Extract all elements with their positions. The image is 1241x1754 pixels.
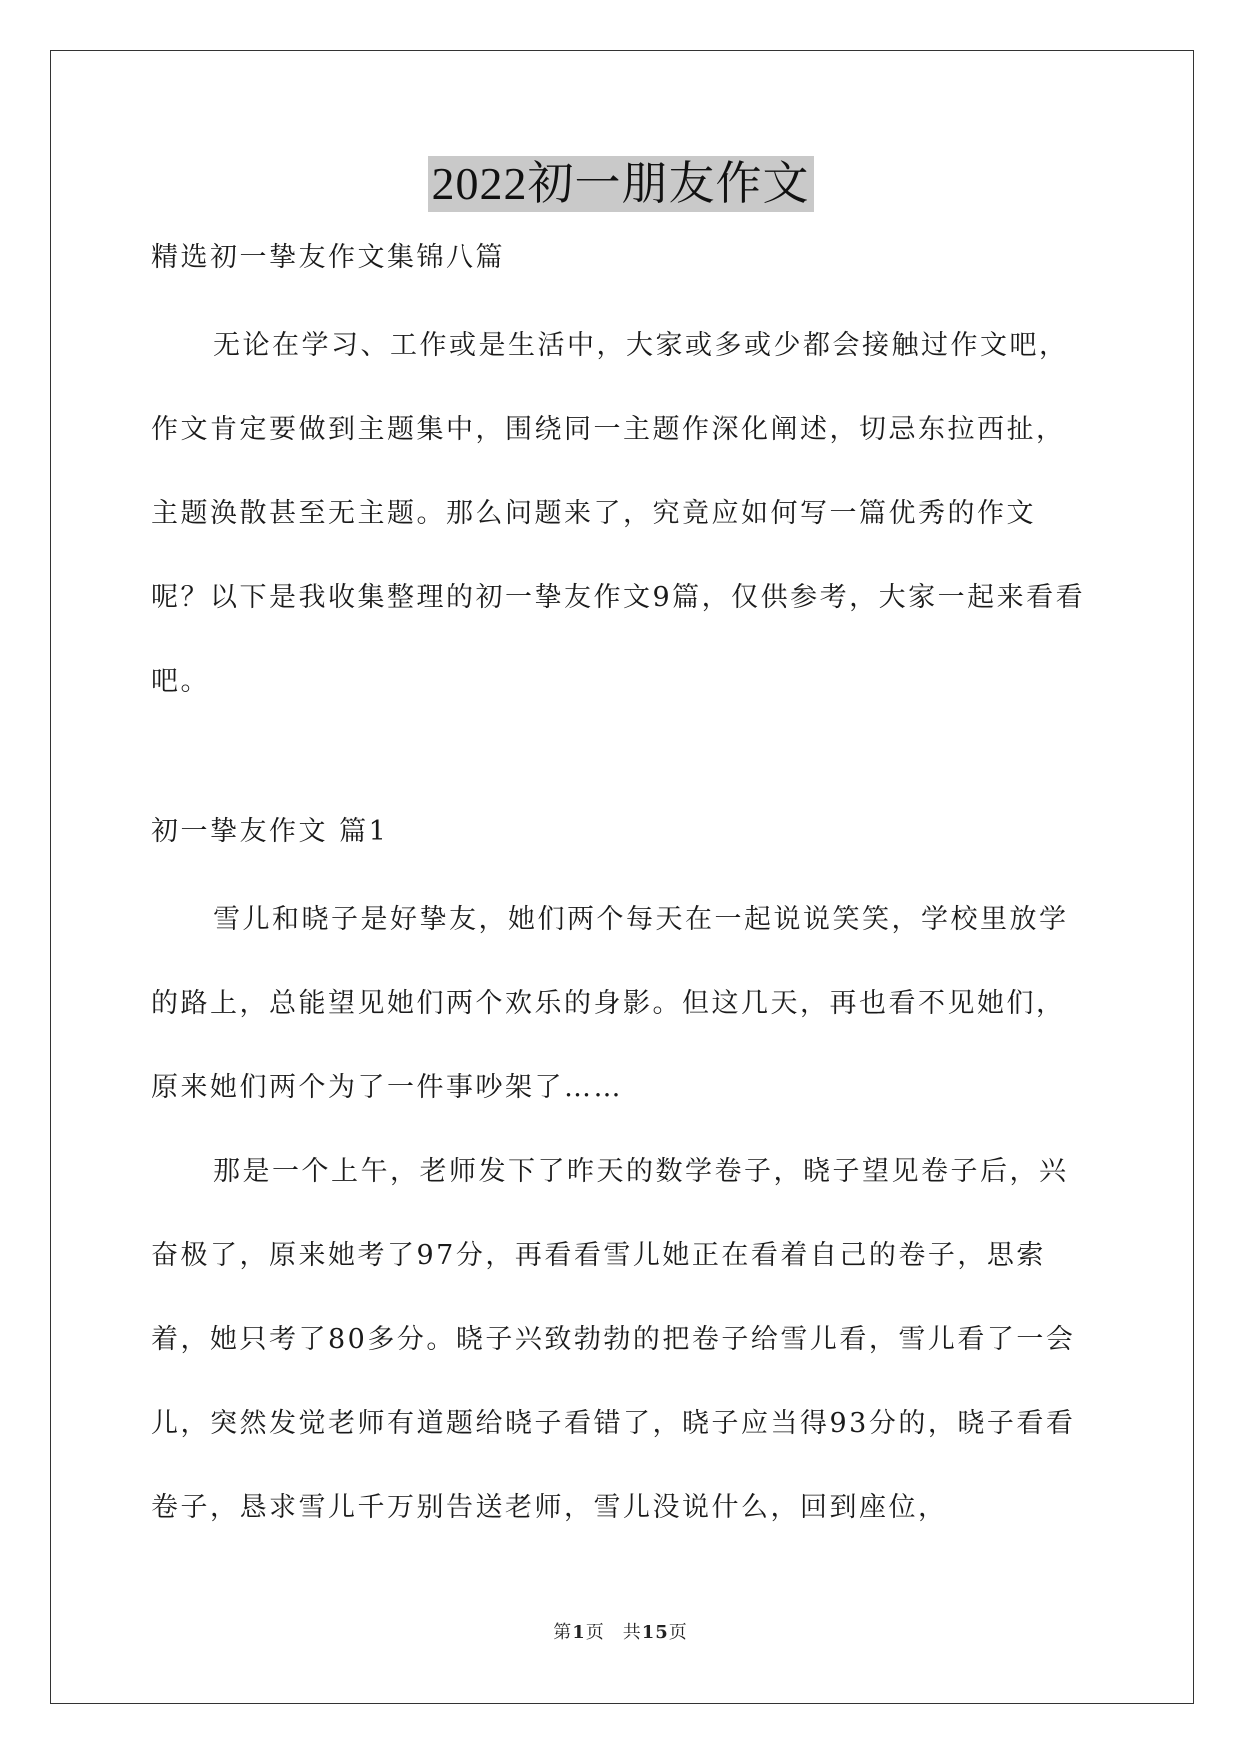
document-title: 2022初一朋友作文 bbox=[428, 156, 814, 212]
current-page-number: 1 bbox=[572, 1622, 586, 1643]
total-suffix: 页 bbox=[668, 1622, 688, 1643]
total-page-number: 15 bbox=[641, 1622, 669, 1643]
title-container bbox=[0, 156, 1241, 212]
document-body bbox=[151, 236, 1091, 1550]
intro-paragraph: 无论在学习、工作或是生活中，大家或多或少都会接触过作文吧，作文肯定要做到主题集中，围绕同一主题作深化阐述，切忌东拉西扯，主题涣散甚至无主题。那么问题来了，究竟应如何写一篇优秀的作文呢？以下是我收集整理的初一挚友作文9篇，仅供参考，大家一起来看看吧。 bbox=[151, 330, 1086, 697]
section-paragraph: 雪儿和晓子是好挚友，她们两个每天在一起说说笑笑，学校里放学的路上，总能望见她们两个欢乐的身影。但这几天，再也看不见她们，原来她们两个为了一件事吵架了…… bbox=[151, 904, 1069, 1103]
section-paragraph: 那是一个上午，老师发下了昨天的数学卷子，晓子望见卷子后，兴奋极了，原来她考了97分，再看看雪儿她正在看着自己的卷子，思索着，她只考了80多分。晓子兴致勃勃的把卷子给雪儿看，雪儿看了一会儿，突然发觉老师有道题给晓子看错了，晓子应当得93分的，晓子看看卷子，恳求雪儿千万别告送老师，雪儿没说什么，回到座位， bbox=[151, 1156, 1076, 1523]
document-subtitle: 精选初一挚友作文集锦八篇 bbox=[151, 242, 505, 273]
page-footer bbox=[0, 1618, 1241, 1644]
total-prefix: 共 bbox=[622, 1622, 642, 1643]
page-prefix: 第 bbox=[553, 1622, 573, 1643]
section-spacer bbox=[151, 724, 1091, 810]
page-suffix: 页 bbox=[585, 1622, 605, 1643]
section-heading: 初一挚友作文 篇1 bbox=[151, 816, 389, 847]
